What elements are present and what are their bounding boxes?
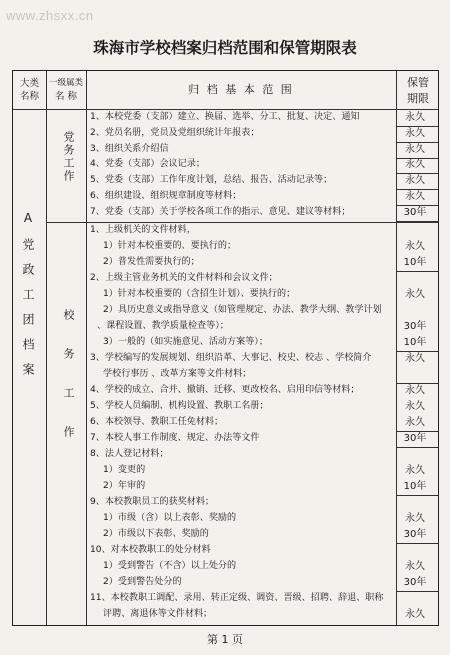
period-divider xyxy=(396,543,438,544)
period-divider xyxy=(396,495,438,496)
scope-item: 2）年审的 xyxy=(103,481,146,491)
retention-period: 30年 xyxy=(403,433,427,444)
period-divider xyxy=(396,189,438,190)
retention-period: 永久 xyxy=(405,385,425,396)
retention-period: 永久 xyxy=(405,191,425,202)
header-subcategory: 一级属类 名 称 xyxy=(48,78,83,102)
scope-item: 5、党委（支部）工作年度计划，总结、报告、活动记录等； xyxy=(90,175,333,185)
period-divider xyxy=(396,205,438,206)
header-period: 保管 期限 xyxy=(407,76,429,105)
scope-item: 8、法人登记材料； xyxy=(90,449,169,459)
period-divider xyxy=(396,221,438,222)
scope-item: 7、本校人事工作制度、规定、办法等文件 xyxy=(90,433,260,443)
period-divider xyxy=(396,351,438,352)
retention-period: 永久 xyxy=(405,159,425,170)
retention-period: 永久 xyxy=(405,241,425,252)
header-divider xyxy=(13,109,438,110)
scope-item: 1）受到警告（不含）以上处分的 xyxy=(103,561,237,571)
retention-period: 永久 xyxy=(405,289,425,300)
retention-period: 10年 xyxy=(403,481,427,492)
retention-period: 30年 xyxy=(403,577,427,588)
subcategory-party: 党务工作 xyxy=(62,131,75,183)
scope-item: 9、本校教职员工的获奖材料； xyxy=(90,497,215,507)
category-label: A党政工团档案 xyxy=(21,211,35,388)
retention-period: 永久 xyxy=(405,513,425,524)
retention-period: 永久 xyxy=(405,128,425,139)
period-divider xyxy=(396,383,438,384)
header-scope: 归 档 基 本 范 围 xyxy=(188,83,294,96)
scope-item: 2）受到警告处分的 xyxy=(103,577,182,587)
retention-period: 30年 xyxy=(403,529,427,540)
scope-item: 1、上级机关的文件材料， xyxy=(90,225,196,235)
scope-item: 1）针对本校重要的、要执行的； xyxy=(103,241,237,251)
page-number: 第 1 页 xyxy=(207,633,243,646)
scope-item: 2）普发性需要执行的； xyxy=(103,257,200,267)
scope-item: 11、本校教职工调配、录用、转正定级、调资、晋级、招聘、辞退、职称 xyxy=(90,593,384,603)
retention-period: 30年 xyxy=(403,321,427,332)
retention-period: 永久 xyxy=(405,417,425,428)
scope-item: 1）市级（含）以上表彰、奖励的 xyxy=(103,513,237,523)
scope-item: 2）市级以下表彰、奖励的 xyxy=(103,529,209,539)
scope-item: 1）针对本校重要的（含招生计划）、要执行的； xyxy=(103,289,296,299)
retention-period: 永久 xyxy=(405,465,425,476)
scope-item: 学校行事历 、改革方案等文件材料； xyxy=(103,369,252,379)
scope-item: 10、对本校教职工的处分材料 xyxy=(90,545,211,555)
scope-item: 3、学校编写的发展规划、组织沿革、大事记、校史、校志 、学校简介 xyxy=(90,353,372,363)
col-divider xyxy=(86,71,87,625)
scope-item: 4、党委（支部）会议记录； xyxy=(90,159,205,169)
scope-item: 2、上级主管业务机关的文件材料和会议文件； xyxy=(90,273,278,283)
retention-period: 永久 xyxy=(405,609,425,620)
retention-period: 永久 xyxy=(405,353,425,364)
scope-item: 1）变更的 xyxy=(103,465,146,475)
scope-item: 2、党员名册，党员及党组织统计年报表； xyxy=(90,128,260,138)
scope-item: 3、组织关系介绍信 xyxy=(90,144,169,154)
page-title: 珠海市学校档案归档范围和保管期限表 xyxy=(93,39,357,57)
retention-period: 30年 xyxy=(403,207,427,218)
period-divider xyxy=(396,591,438,592)
period-divider xyxy=(396,447,438,448)
period-divider xyxy=(396,142,438,143)
watermark: www.zhsxx.cn xyxy=(6,8,94,23)
period-divider xyxy=(396,173,438,174)
period-divider xyxy=(396,271,438,272)
retention-period: 永久 xyxy=(405,144,425,155)
scope-item: 、课程设置、教学质量检查等）； xyxy=(97,321,229,331)
header-category: 大类 名称 xyxy=(19,78,39,102)
col-divider xyxy=(46,71,47,625)
retention-period: 永久 xyxy=(405,175,425,186)
period-divider xyxy=(396,126,438,127)
archive-table xyxy=(12,70,439,626)
scope-item: 5、学校人员编制、机构设置、教职工名册； xyxy=(90,401,269,411)
scope-item: 3）一般的（如实施意见、活动方案等）； xyxy=(103,337,268,347)
scope-item: 1、本校党委（支部）建立、换届、选举、分工、批复、决定、通知 xyxy=(90,112,360,122)
section-divider xyxy=(46,222,438,223)
retention-period: 永久 xyxy=(405,112,425,123)
retention-period: 永久 xyxy=(405,401,425,412)
scope-item: 6、本校领导、教职工任免材料； xyxy=(90,417,224,427)
subcategory-school: 校务工作 xyxy=(62,309,75,465)
scope-item: 评聘、离退休等文件材料； xyxy=(103,609,213,619)
retention-period: 10年 xyxy=(403,257,427,268)
retention-period: 10年 xyxy=(403,337,427,348)
scope-item: 2）具历史意义或指导意义（如管理规定、办法、教学大纲、教学计划 xyxy=(103,305,382,315)
period-divider xyxy=(396,431,438,432)
scope-item: 4、学校的成立、合并、撤销、迁移、更改校名、启用印信等材料； xyxy=(90,385,360,395)
retention-period: 永久 xyxy=(405,561,425,572)
scope-item: 6、组织建设、组织规章制度等材料； xyxy=(90,191,242,201)
scope-item: 7、党委（支部）关于学校各项工作的指示、意见、建议等材料； xyxy=(90,207,351,217)
